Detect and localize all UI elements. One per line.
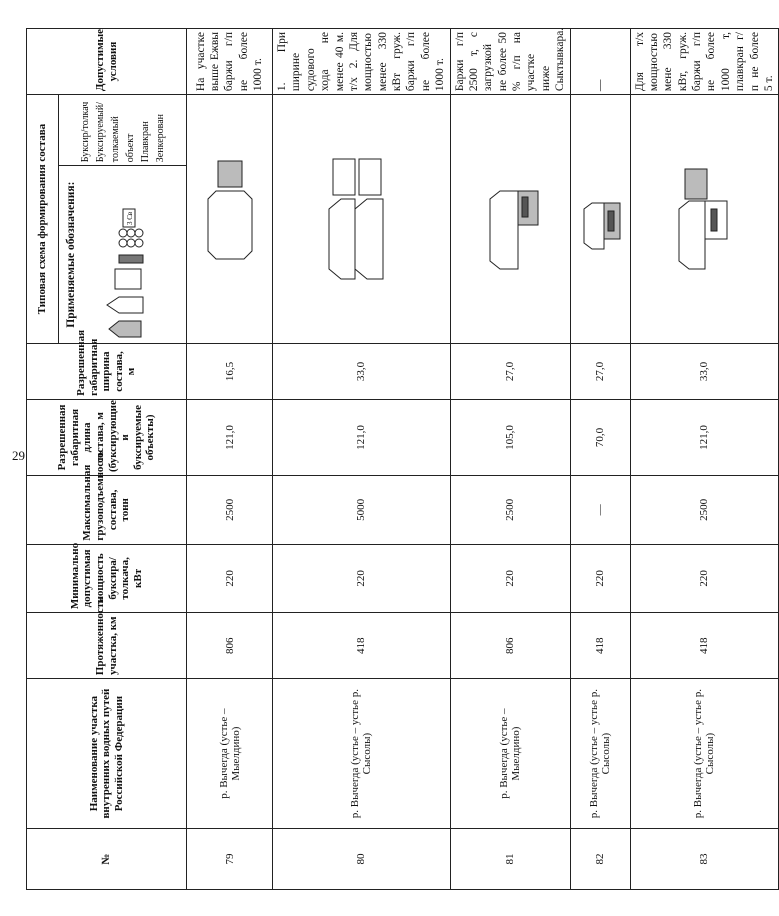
legend-sample-text: 3 Св — [126, 211, 134, 225]
header-tonnage: Максимальная грузоподъемность состава, тонн — [27, 476, 187, 545]
cell-max-length: 121,0 — [630, 399, 779, 475]
cell-max-length: 70,0 — [570, 399, 630, 475]
cell-name: р. Вычегда (устье – устье р. Сысолы) — [570, 679, 630, 829]
legend-icons — [59, 166, 187, 344]
table-row — [570, 29, 630, 890]
header-width: Разрешенная габаритная ширина состава, м — [27, 344, 187, 400]
legend-svg — [79, 207, 179, 343]
convoy-table — [26, 28, 779, 890]
cell-max-length: 105,0 — [450, 399, 570, 475]
cell-tonnage: — — [570, 476, 630, 545]
scheme-cell — [273, 95, 451, 344]
table-row — [630, 29, 779, 890]
cell-tonnage: 2500 — [187, 476, 273, 545]
cell-name: р. Вычегда (устье – устье р. Сысолы) — [630, 679, 779, 829]
scheme-82-svg — [574, 129, 626, 309]
cell-width: 27,0 — [450, 344, 570, 400]
cell-length: 806 — [450, 613, 570, 679]
cell-conditions: 1. При ширине судового хода не менее 40 м. т/х 2. Для мощностью менее 330 кВт груж. баржи г/п не более 1000 т. — [273, 29, 451, 95]
cell-power: 220 — [630, 544, 779, 613]
scheme-cell — [450, 95, 570, 344]
cell-power: 220 — [273, 544, 451, 613]
cell-conditions: — — [570, 29, 630, 95]
legend-chain-icon — [119, 229, 143, 247]
header-name: Наименование участка внутренних водных путей Российской Федерации — [27, 679, 187, 829]
cell-name: р. Вычегда (устье – устье р. Сысолы) — [273, 679, 451, 829]
cell-name: р. Вычегда (устье – Мыелдино) — [450, 679, 570, 829]
cell-no: 80 — [273, 829, 451, 890]
legend-dredge-icon — [119, 255, 143, 263]
page-number: 29 — [12, 448, 25, 463]
header-length: Протяженность участка, км — [27, 613, 187, 679]
cell-width: 33,0 — [273, 344, 451, 400]
scheme-79-svg — [200, 129, 260, 309]
legend-float-label: Плавкран — [139, 121, 151, 163]
cell-length: 418 — [630, 613, 779, 679]
cell-power: 220 — [570, 544, 630, 613]
cell-conditions: Баржи г/п 2500 т, с загрузкой не более 50 % г/п на участке ниже Сыктывкара. — [450, 29, 570, 95]
cell-no: 79 — [187, 829, 273, 890]
cell-tonnage: 2500 — [450, 476, 570, 545]
cell-width: 33,0 — [630, 344, 779, 400]
legend-towed-label: Буксируемый/толкаемый объект — [94, 101, 136, 163]
scheme-cell — [570, 95, 630, 344]
cell-tonnage: 2500 — [630, 476, 779, 545]
cell-no: 81 — [450, 829, 570, 890]
legend-float-icon — [115, 269, 141, 289]
cell-width: 16,5 — [187, 344, 273, 400]
header-scheme: Типовая схема формирования состава — [27, 95, 59, 344]
cell-conditions: На участке выше Ежвы баржи г/п не более 1000 т. — [187, 29, 273, 95]
legend-anchor-label: Зенкерован — [154, 113, 166, 163]
table-row — [450, 29, 570, 890]
scheme-cell — [630, 95, 779, 344]
table-row — [273, 29, 451, 890]
header-max-length: Разрешенная габаритная длина состава, м (буксирующие и буксируемые объекты) — [27, 399, 187, 475]
cell-no: 82 — [570, 829, 630, 890]
legend-tug-icon — [109, 321, 141, 337]
cell-length: 418 — [570, 613, 630, 679]
cell-no: 83 — [630, 829, 779, 890]
legend-tug-label: Буксир/толкач — [79, 101, 91, 163]
rotated-table-wrapper — [26, 27, 775, 890]
cell-width: 27,0 — [570, 344, 630, 400]
cell-max-length: 121,0 — [273, 399, 451, 475]
cell-length: 806 — [187, 613, 273, 679]
scheme-83-svg — [669, 129, 739, 309]
scheme-cell — [187, 95, 273, 344]
table-row — [187, 29, 273, 890]
cell-conditions: Для т/х мощностью мене 330 кВт, груж. баржи г/п не более 1000 т, плавкран г/п не более 5 т. — [630, 29, 779, 95]
cell-name: р. Вычегда (устье – Мыелдино) — [187, 679, 273, 829]
cell-tonnage: 5000 — [273, 476, 451, 545]
legend-barge-icon — [107, 297, 143, 313]
cell-power: 220 — [187, 544, 273, 613]
scheme-80-svg — [321, 129, 401, 309]
scheme-81-svg — [478, 129, 542, 309]
cell-length: 418 — [273, 613, 451, 679]
header-conditions: Допустимые условия — [27, 29, 187, 95]
header-no: № — [27, 829, 187, 890]
cell-max-length: 121,0 — [187, 399, 273, 475]
legend-labels — [59, 95, 187, 166]
legend-title: Применяемые обозначения: — [65, 181, 77, 328]
cell-power: 220 — [450, 544, 570, 613]
header-power: Минимально допустимая мощность буксира/толкача, кВт — [27, 544, 187, 613]
